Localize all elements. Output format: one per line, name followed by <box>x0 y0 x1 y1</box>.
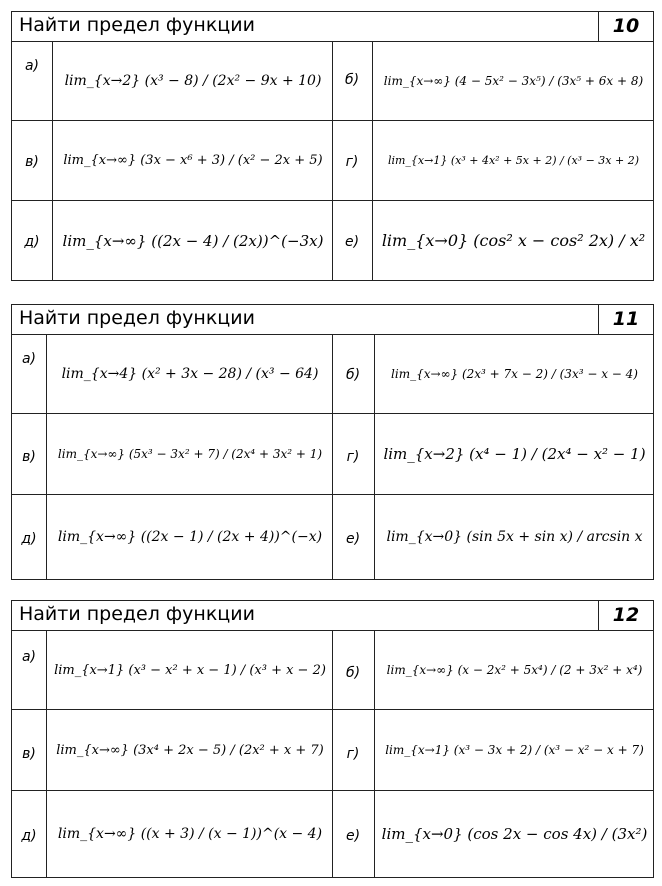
card-header <box>12 305 653 335</box>
card-number: 10 <box>598 12 653 41</box>
item-label: г) <box>346 746 360 762</box>
problem-card-11 <box>11 304 654 580</box>
limit-expression: lim_{x→1} (x³ − x² + x − 1) / (x³ + x − 2) <box>54 662 326 678</box>
card-header <box>12 601 653 631</box>
item-label: д) <box>24 234 40 250</box>
limit-expression: lim_{x→∞} (3x⁴ + 2x − 5) / (2x² + x + 7) <box>56 742 324 758</box>
limit-expression: lim_{x→4} (x² + 3x − 28) / (x³ − 64) <box>61 366 319 382</box>
card-number: 12 <box>598 601 653 630</box>
item-label: д) <box>21 828 37 844</box>
item-label: б) <box>345 665 361 681</box>
limit-expression: lim_{x→∞} ((2x − 1) / (2x + 4))^(−x) <box>57 529 323 545</box>
item-label: г) <box>346 449 360 465</box>
limit-expression: lim_{x→0} (cos 2x − cos 4x) / (3x²) <box>381 825 648 843</box>
item-label: д) <box>21 531 37 547</box>
item-label: е) <box>344 234 360 250</box>
item-label: в) <box>22 449 36 465</box>
item-label: а) <box>21 649 37 665</box>
limit-expression: lim_{x→∞} ((x + 3) / (x − 1))^(x − 4) <box>57 826 323 842</box>
item-label: б) <box>345 367 361 383</box>
card-header <box>12 12 653 42</box>
item-label: е) <box>345 531 361 547</box>
limit-expression: lim_{x→0} (sin 5x + sin x) / arcsin x <box>386 529 643 545</box>
limit-expression: lim_{x→1} (x³ − 3x + 2) / (x³ − x² − x + 7) <box>385 743 644 757</box>
item-label: е) <box>345 828 361 844</box>
item-label: г) <box>345 154 359 170</box>
limit-expression: lim_{x→∞} (4 − 5x² − 3x⁵) / (3x⁵ + 6x + 8) <box>383 74 644 88</box>
limit-expression: lim_{x→0} (cos² x − cos² 2x) / x² <box>381 231 646 250</box>
item-label: а) <box>24 58 40 74</box>
card-title: Найти предел функции <box>19 307 255 329</box>
card-title: Найти предел функции <box>19 603 255 625</box>
limit-expression: lim_{x→∞} (3x − x⁶ + 3) / (x² − 2x + 5) <box>63 153 323 168</box>
problem-card-10 <box>11 11 654 281</box>
card-title: Найти предел функции <box>19 14 255 36</box>
item-label: в) <box>25 154 39 170</box>
limit-expression: lim_{x→∞} (x − 2x² + 5x⁴) / (2 + 3x² + x⁴) <box>386 663 643 677</box>
item-label: а) <box>21 351 37 367</box>
limit-expression: lim_{x→1} (x³ + 4x² + 5x + 2) / (x³ − 3x + 2) <box>387 154 640 167</box>
limit-expression: lim_{x→∞} ((2x − 4) / (2x))^(−3x) <box>62 231 324 250</box>
card-number: 11 <box>598 305 653 334</box>
limit-expression: lim_{x→2} (x³ − 8) / (2x² − 9x + 10) <box>64 73 322 89</box>
item-label: в) <box>22 746 36 762</box>
limit-expression: lim_{x→2} (x⁴ − 1) / (2x⁴ − x² − 1) <box>383 445 646 463</box>
item-label: б) <box>344 72 360 88</box>
limit-expression: lim_{x→∞} (5x³ − 3x² + 7) / (2x⁴ + 3x² + 1) <box>57 447 323 461</box>
problem-card-12 <box>11 600 654 878</box>
limit-expression: lim_{x→∞} (2x³ + 7x − 2) / (3x³ − x − 4) <box>391 367 638 381</box>
